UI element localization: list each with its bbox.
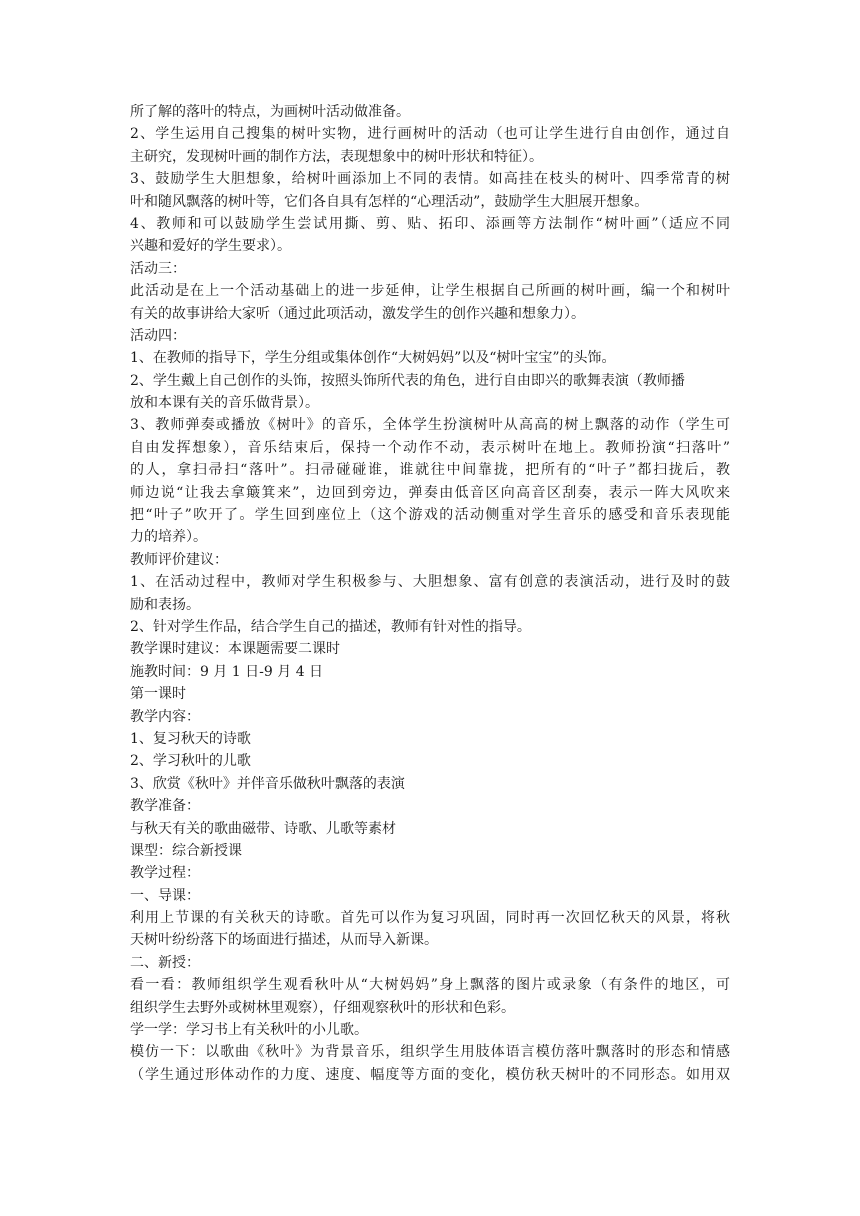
text-line: 看一看：教师组织学生观看秋叶从“大树妈妈”身上飘落的图片或录象（有条件的地区，可 xyxy=(130,977,730,994)
text-line: 一、导课： xyxy=(130,887,200,904)
text-line: 把“叶子”吹开了。学生回到座位上（这个游戏的活动侧重对学生音乐的感受和音乐表现能 xyxy=(130,507,730,524)
text-line: 2、学生戴上自己创作的头饰，按照头饰所代表的角色，进行自由即兴的歌舞表演（教师播 xyxy=(130,372,685,389)
text-line: 2、学习秋叶的儿歌 xyxy=(130,753,251,770)
text-line: 学一学：学习书上有关秋叶的小儿歌。 xyxy=(130,1022,368,1039)
text-line: 3、鼓励学生大胆想象，给树叶画添加上不同的表情。如高挂在枝头的树叶、四季常青的树 xyxy=(130,171,730,188)
text-line: 师边说“让我去拿簸箕来”，边回到旁边，弹奏由低音区向高音区刮奏，表示一阵大风吹来 xyxy=(130,484,730,501)
text-line: 教学准备： xyxy=(130,798,200,815)
text-line: 天树叶纷纷落下的场面进行描述，从而导入新课。 xyxy=(130,932,438,949)
text-line: 3、教师弹奏或播放《树叶》的音乐，全体学生扮演树叶从高高的树上飘落的动作（学生可 xyxy=(130,417,730,434)
text-line: 4、教师和可以鼓励学生尝试用撕、剪、贴、拓印、添画等方法制作“树叶画”（适应不同 xyxy=(130,215,730,232)
text-line: 第一课时 xyxy=(130,686,186,703)
text-line: 1、复习秋天的诗歌 xyxy=(130,730,251,747)
text-line: 此活动是在上一个活动基础上的进一步延伸，让学生根据自己所画的树叶画，编一个和树叶 xyxy=(130,283,730,300)
text-line: 二、新授： xyxy=(130,954,200,971)
text-line: 1、在教师的指导下，学生分组或集体创作“大树妈妈”以及“树叶宝宝”的头饰。 xyxy=(130,350,616,367)
document-body xyxy=(130,101,730,1086)
text-line: 3、欣赏《秋叶》并伴音乐做秋叶飘落的表演 xyxy=(130,775,405,792)
text-line: 的人，拿扫帚扫“落叶”。扫帚碰碰谁，谁就往中间靠拢，把所有的“叶子”都扫拢后，教 xyxy=(130,462,730,479)
text-line: 所了解的落叶的特点，为画树叶活动做准备。 xyxy=(130,104,410,120)
text-line: 有关的故事讲给大家听（通过此项活动，激发学生的创作兴趣和想象力）。 xyxy=(130,305,585,322)
text-line: 2、针对学生作品，结合学生自己的描述，教师有针对性的指导。 xyxy=(130,618,531,635)
text-line: 励和表扬。 xyxy=(130,596,200,613)
text-line: 力的培养）。 xyxy=(130,529,207,546)
text-line: 模仿一下：以歌曲《秋叶》为背景音乐，组织学生用肢体语言模仿落叶飘落时的形态和情感 xyxy=(130,1044,730,1061)
text-line: 教师评价建议： xyxy=(130,551,228,568)
text-line: 兴趣和爱好的学生要求）。 xyxy=(130,238,291,255)
text-line: 教学课时建议：本课题需要二课时 xyxy=(130,641,340,658)
text-line: （学生通过形体动作的力度、速度、幅度等方面的变化，模仿秋天树叶的不同形态。如用双 xyxy=(130,1066,730,1083)
text-line: 主研究，发现树叶画的制作方法，表现想象中的树叶形状和特征）。 xyxy=(130,148,543,165)
text-line: 课型：综合新授课 xyxy=(130,842,242,859)
text-line: 教学内容： xyxy=(130,708,200,725)
text-line: 1、在活动过程中，教师对学生积极参与、大胆想象、富有创意的表演活动，进行及时的鼓 xyxy=(130,574,730,591)
text-line: 放和本课有关的音乐做背景）。 xyxy=(130,395,319,412)
text-line: 2、学生运用自己搜集的树叶实物，进行画树叶的活动（也可让学生进行自由创作，通过自 xyxy=(130,126,730,143)
text-line: 施教时间：9 月 1 日-9 月 4 日 xyxy=(130,663,324,680)
text-line: 自由发挥想象），音乐结束后，保持一个动作不动，表示树叶在地上。教师扮演“扫落叶” xyxy=(130,439,730,456)
text-line: 活动三： xyxy=(130,260,186,277)
text-line: 教学过程： xyxy=(130,865,200,882)
text-line: 与秋天有关的歌曲磁带、诗歌、儿歌等素材 xyxy=(130,820,396,837)
text-line: 利用上节课的有关秋天的诗歌。首先可以作为复习巩固，同时再一次回忆秋天的风景，将秋 xyxy=(130,910,730,927)
text-line: 叶和随风飘落的树叶等，它们各自具有怎样的“心理活动”，鼓励学生大胆展开想象。 xyxy=(130,193,649,210)
text-line: 组织学生去野外或树林里观察），仔细观察秋叶的形状和色彩。 xyxy=(130,999,515,1016)
text-line: 活动四： xyxy=(130,327,186,344)
